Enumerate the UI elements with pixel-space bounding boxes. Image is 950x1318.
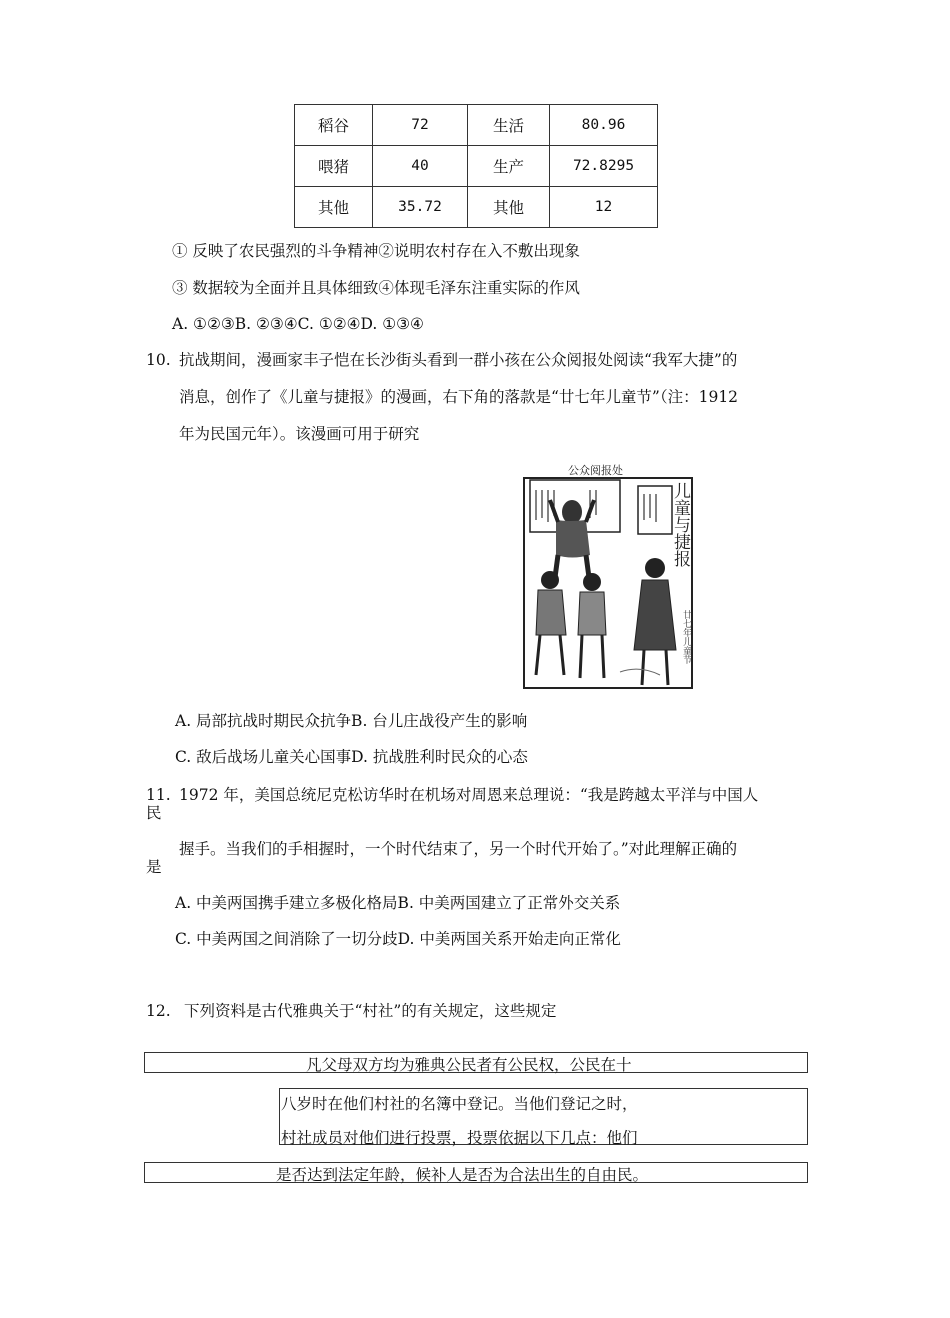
source-line-2: 八岁时在他们村社的名簿中登记。当他们登记之时， bbox=[281, 1095, 638, 1113]
table-cell: 其他 bbox=[295, 187, 373, 228]
q9-options: A. ①②③B. ②③④C. ①②④D. ①③④ bbox=[172, 315, 424, 333]
q11-options-cd: C. 中美两国之间消除了一切分歧D. 中美两国关系开始走向正常化 bbox=[175, 930, 621, 948]
table-cell: 其他 bbox=[468, 187, 550, 228]
children-and-victory-news-cartoon bbox=[520, 460, 700, 695]
table-cell: 喂猪 bbox=[295, 146, 373, 187]
q12-number: 12. bbox=[146, 1002, 171, 1020]
q9-statement-1: ① 反映了农民强烈的斗争精神②说明农村存在入不敷出现象 bbox=[172, 242, 580, 260]
table-cell: 35.72 bbox=[373, 187, 468, 228]
q10-options-cd: C. 敌后战场儿童关心国事D. 抗战胜利时民众的心态 bbox=[175, 748, 528, 766]
table-row bbox=[295, 105, 658, 146]
table-cell: 40 bbox=[373, 146, 468, 187]
q9-statement-2: ③ 数据较为全面并且具体细致④体现毛泽东注重实际的作风 bbox=[172, 279, 580, 297]
q11-number: 11. bbox=[146, 786, 171, 804]
q10-stem-line3: 年为民国元年）。该漫画可用于研究 bbox=[179, 425, 420, 443]
table-row bbox=[295, 187, 658, 228]
q11-stem-line2-wrap: 是 bbox=[146, 858, 162, 876]
table-cell: 72.8295 bbox=[550, 146, 658, 187]
table-cell: 生活 bbox=[468, 105, 550, 146]
q10-number: 10. bbox=[146, 351, 171, 369]
table-cell: 12 bbox=[550, 187, 658, 228]
q10-stem-line1: 抗战期间，漫画家丰子恺在长沙街头看到一群小孩在公众阅报处阅读“我军大捷”的 bbox=[179, 351, 738, 369]
svg-text:儿童与捷报: 儿童与捷报 bbox=[670, 482, 690, 567]
q10-options-ab: A. 局部抗战时期民众抗争B. 台儿庄战役产生的影响 bbox=[175, 712, 528, 730]
q12-stem: 下列资料是古代雅典关于“村社”的有关规定，这些规定 bbox=[184, 1002, 557, 1020]
q11-stem-line1-wrap: 民 bbox=[146, 804, 162, 822]
source-line-3: 村社成员对他们进行投票，投票依据以下几点：他们 bbox=[281, 1129, 638, 1147]
table-cell: 稻谷 bbox=[295, 105, 373, 146]
table-row bbox=[295, 146, 658, 187]
q11-options-ab: A. 中美两国携手建立多极化格局B. 中美两国建立了正常外交关系 bbox=[175, 894, 621, 912]
source-line-1: 凡父母双方均为雅典公民者有公民权，公民在十 bbox=[306, 1056, 632, 1074]
q11-stem-line1: 1972 年，美国总统尼克松访华时在机场对周恩来总理说：“我是跨越太平洋与中国人 bbox=[179, 786, 759, 804]
budget-table bbox=[294, 104, 658, 228]
table-cell: 生产 bbox=[468, 146, 550, 187]
cartoon-title bbox=[670, 482, 691, 567]
q11-stem-line2: 握手。当我们的手相握时，一个时代结束了，另一个时代开始了。”对此理解正确的 bbox=[179, 840, 738, 858]
source-line-4: 是否达到法定年龄，候补人是否为合法出生的自由民。 bbox=[276, 1166, 649, 1184]
cartoon-inscription: 廿七年儿童节 bbox=[681, 610, 691, 664]
q10-stem-line2: 消息，创作了《儿童与捷报》的漫画，右下角的落款是“廿七年儿童节”（注：1912 bbox=[179, 388, 739, 406]
cartoon-sign: 公众阅报处 bbox=[568, 464, 623, 477]
table-cell: 80.96 bbox=[550, 105, 658, 146]
table-cell: 72 bbox=[373, 105, 468, 146]
